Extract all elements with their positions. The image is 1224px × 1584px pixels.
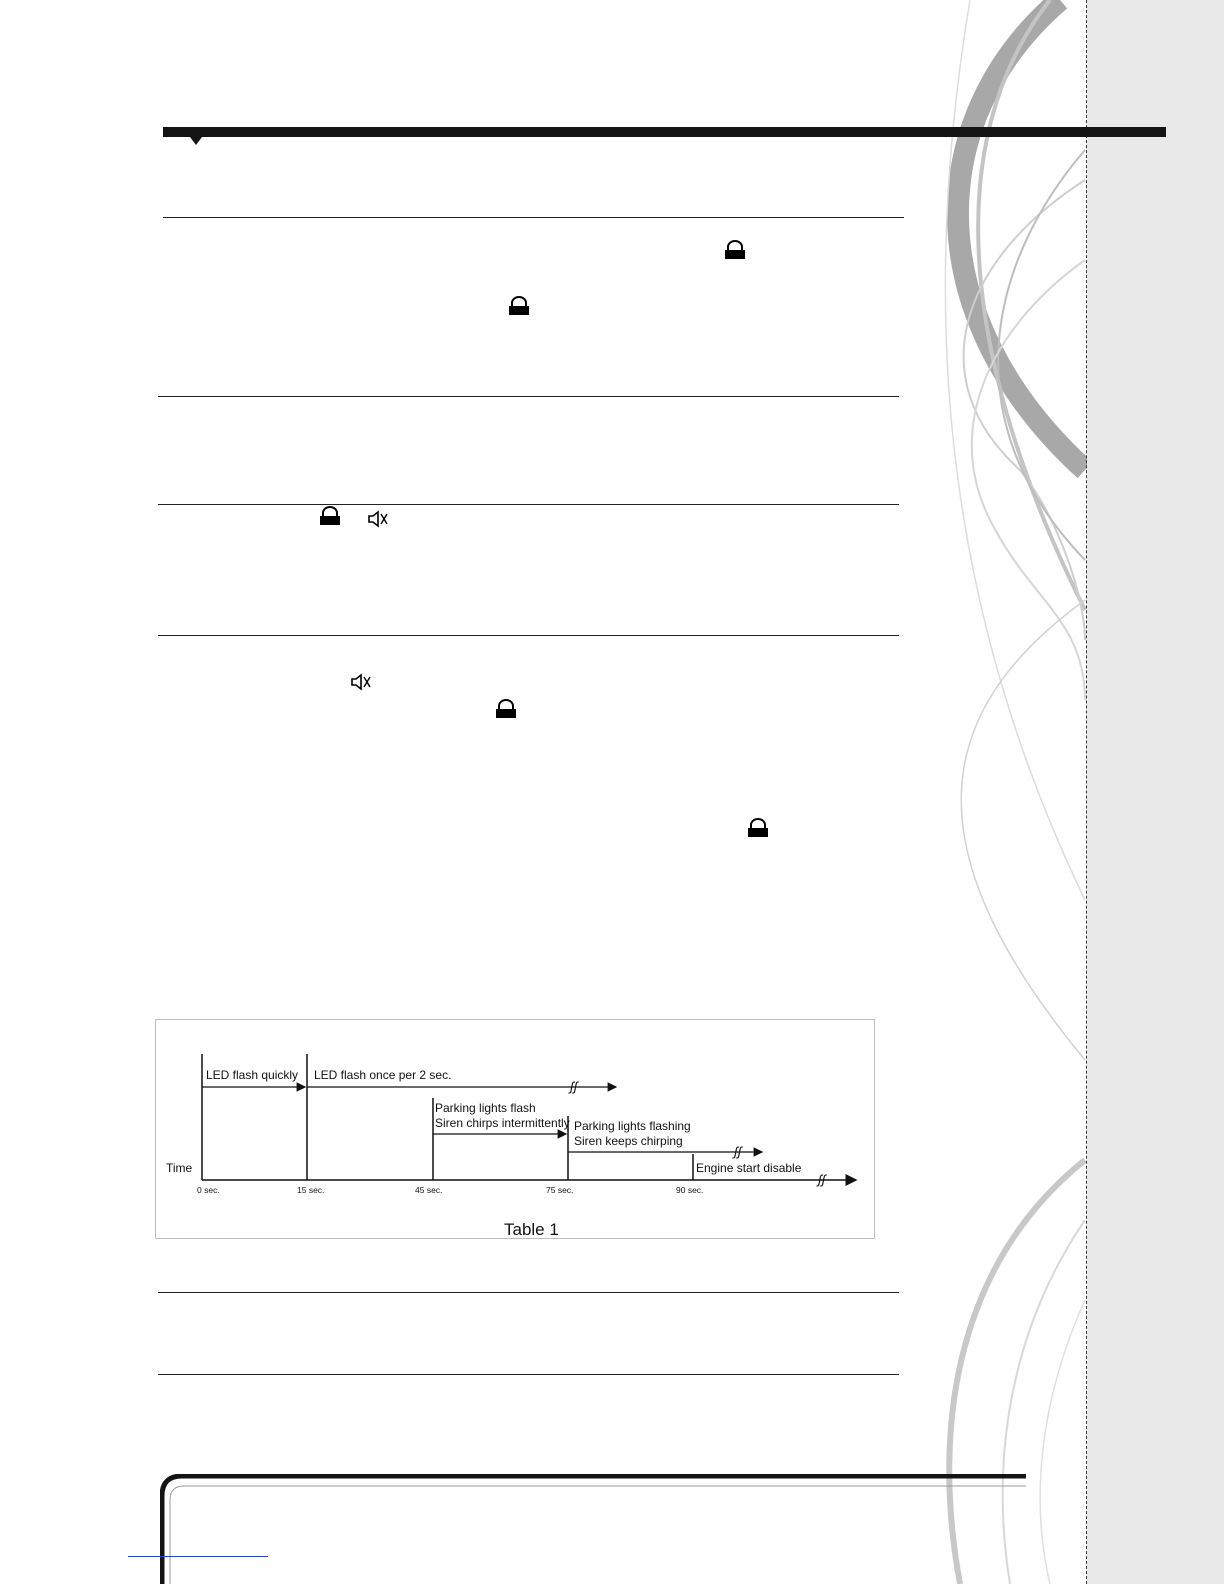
padlock-icon bbox=[724, 240, 746, 260]
padlock-icon bbox=[495, 699, 517, 719]
stage-label: Engine start disable bbox=[696, 1161, 802, 1175]
footer-frame bbox=[160, 1474, 1026, 1584]
decorative-swirl-graphic bbox=[900, 0, 1090, 1584]
stage-label: Siren keeps chirping bbox=[574, 1134, 683, 1148]
stage-label: LED flash quickly bbox=[206, 1068, 299, 1082]
tick-label: 75 sec. bbox=[546, 1185, 574, 1195]
header-bar bbox=[163, 127, 1166, 137]
side-tab-panel bbox=[1087, 0, 1224, 1584]
tick-label: 45 sec. bbox=[415, 1185, 443, 1195]
tick-label: 90 sec. bbox=[676, 1185, 704, 1195]
section-divider bbox=[158, 396, 899, 397]
tick-label: 15 sec. bbox=[297, 1185, 325, 1195]
section-divider bbox=[163, 217, 904, 218]
stage-label: Parking lights flash bbox=[435, 1101, 536, 1115]
header-notch-marker bbox=[190, 137, 202, 145]
section-divider bbox=[158, 1374, 899, 1375]
time-label: Time bbox=[166, 1161, 193, 1175]
speaker-mute-icon bbox=[350, 673, 372, 691]
stage-label: LED flash once per 2 sec. bbox=[314, 1068, 452, 1082]
stage-label: Parking lights flashing bbox=[574, 1119, 691, 1133]
break-mark: ʃʃ bbox=[570, 1079, 578, 1094]
footer-link-underline[interactable] bbox=[128, 1556, 268, 1557]
cut-line-divider bbox=[1086, 0, 1087, 1584]
padlock-icon bbox=[747, 818, 769, 838]
figure-caption: Table 1 bbox=[504, 1220, 559, 1238]
padlock-icon bbox=[508, 296, 530, 316]
break-mark: ʃʃ bbox=[734, 1144, 742, 1159]
section-divider bbox=[158, 504, 899, 505]
break-mark: ʃʃ bbox=[818, 1172, 826, 1187]
section-divider bbox=[158, 1292, 899, 1293]
speaker-mute-icon bbox=[367, 510, 389, 528]
tick-label: 0 sec. bbox=[197, 1185, 220, 1195]
stage-label: Siren chirps intermittently bbox=[435, 1116, 570, 1130]
timing-diagram bbox=[156, 1020, 874, 1238]
padlock-icon bbox=[319, 506, 341, 526]
timing-diagram-figure bbox=[155, 1019, 875, 1239]
section-divider bbox=[158, 635, 899, 636]
